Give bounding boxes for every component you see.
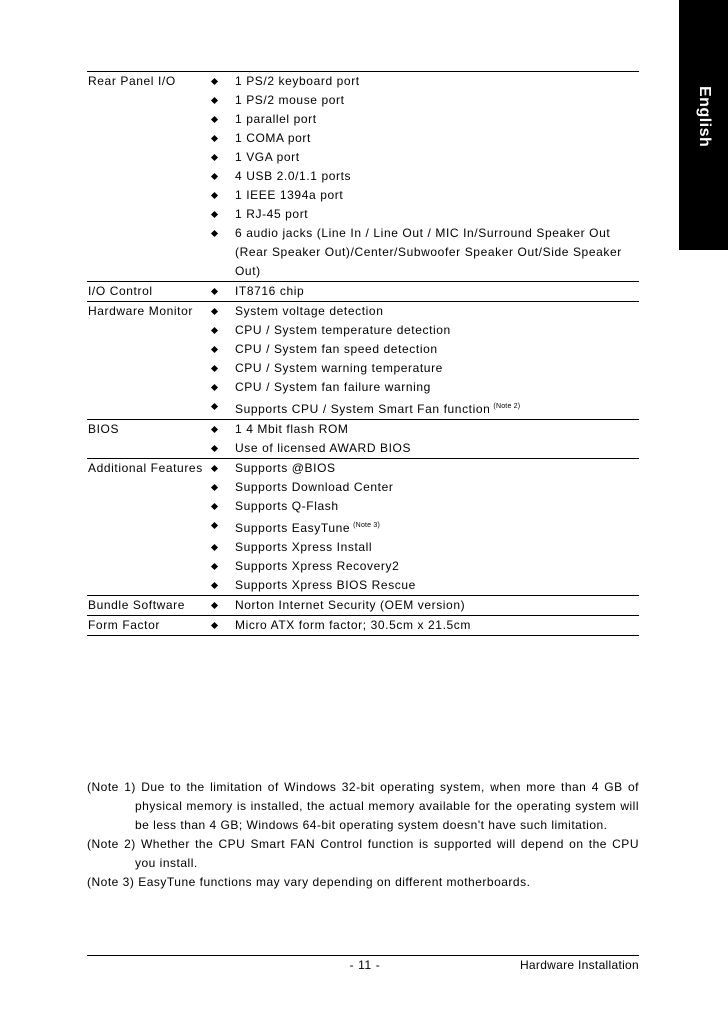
diamond-bullet-icon: [211, 308, 218, 315]
spec-item: [207, 91, 639, 110]
diamond-bullet-icon: [211, 173, 218, 180]
diamond-bullet-icon: [211, 116, 218, 123]
spec-item-text: Norton Internet Security (OEM version): [235, 598, 466, 612]
spec-item-text: CPU / System warning temperature: [235, 361, 443, 375]
spec-row-label: BIOS: [88, 422, 120, 436]
diamond-bullet-icon: [211, 484, 218, 491]
spec-row-label: Form Factor: [88, 618, 160, 632]
diamond-bullet-icon: [211, 97, 218, 104]
diamond-bullet-icon: [211, 465, 218, 472]
spec-item: [207, 378, 639, 397]
spec-item: [207, 439, 639, 458]
spec-item-text: 1 COMA port: [235, 131, 311, 145]
spec-item-text: IT8716 chip: [235, 284, 305, 298]
spec-item-text: CPU / System temperature detection: [235, 323, 451, 337]
diamond-bullet-icon: [211, 154, 218, 161]
spec-item: [207, 616, 639, 635]
diamond-bullet-icon: [211, 327, 218, 334]
diamond-bullet-icon: [211, 544, 218, 551]
spec-item: [207, 516, 639, 538]
spec-item: [207, 576, 639, 595]
diamond-bullet-icon: [211, 365, 218, 372]
spec-item: [207, 148, 639, 167]
spec-row-label: Bundle Software: [88, 598, 186, 612]
spec-item-list: [207, 459, 639, 595]
spec-row: [87, 72, 639, 282]
footnote-text: Due to the limitation of Windows 32-bit operating system, when more than 4 GB of physical memory is installed, the actual memory available for the operating system will be less than 4 GB; Windows 64-bit operating system doesn't have such limitation.: [135, 780, 639, 832]
spec-item-text: Supports Xpress Install: [235, 540, 373, 554]
spec-item: [207, 557, 639, 576]
language-tab-label: English: [696, 86, 713, 148]
spec-item: [207, 186, 639, 205]
spec-row: [87, 282, 639, 302]
diamond-bullet-icon: [211, 230, 218, 237]
spec-item: [207, 359, 639, 378]
footnote: [87, 873, 639, 892]
spec-item-list: [207, 72, 639, 281]
footnotes: [87, 778, 639, 892]
spec-item: [207, 205, 639, 224]
spec-row-label: I/O Control: [88, 284, 153, 298]
spec-item: [207, 321, 639, 340]
footnote: [87, 778, 639, 835]
spec-row: [87, 596, 639, 616]
spec-item-text: 1 4 Mbit flash ROM: [235, 422, 349, 436]
spec-item: [207, 129, 639, 148]
spec-item-text: 4 USB 2.0/1.1 ports: [235, 169, 352, 183]
diamond-bullet-icon: [211, 503, 218, 510]
diamond-bullet-icon: [211, 135, 218, 142]
spec-item-text: Supports @BIOS: [235, 461, 336, 475]
spec-item: [207, 167, 639, 186]
spec-row-label: Additional Features: [88, 461, 203, 475]
spec-item-text: Supports Q-Flash: [235, 499, 339, 513]
diamond-bullet-icon: [211, 602, 218, 609]
spec-item: [207, 596, 639, 615]
spec-row-label: Rear Panel I/O: [88, 74, 176, 88]
spec-item-text: Micro ATX form factor; 30.5cm x 21.5cm: [235, 618, 471, 632]
spec-item-list: [207, 616, 639, 635]
footnote: [87, 835, 639, 873]
spec-item-text: Supports Xpress BIOS Rescue: [235, 578, 416, 592]
spec-item: [207, 224, 630, 281]
spec-item-text: 1 parallel port: [235, 112, 317, 126]
footer-section-title: Hardware Installation: [519, 958, 639, 972]
diamond-bullet-icon: [211, 211, 218, 218]
footnote-number: (Note 2): [87, 837, 136, 851]
diamond-bullet-icon: [211, 426, 218, 433]
spec-row-label: Hardware Monitor: [88, 304, 193, 318]
spec-item-text: 1 PS/2 keyboard port: [235, 74, 360, 88]
footnote-reference: (Note 2): [493, 403, 521, 410]
spec-row: [87, 302, 639, 420]
spec-item: [207, 459, 639, 478]
spec-item-text: 1 IEEE 1394a port: [235, 188, 344, 202]
spec-item-text: Supports Xpress Recovery2: [235, 559, 400, 573]
spec-item: [207, 497, 639, 516]
spec-item-text: System voltage detection: [235, 304, 384, 318]
spec-item: [207, 72, 639, 91]
spec-row: [87, 459, 639, 596]
spec-item-text: Supports EasyTune: [235, 521, 351, 535]
diamond-bullet-icon: [211, 403, 218, 410]
diamond-bullet-icon: [211, 192, 218, 199]
spec-item-text: Supports CPU / System Smart Fan function: [235, 402, 491, 416]
footnote-number: (Note 3): [87, 875, 135, 889]
specification-table: [87, 71, 639, 636]
spec-item-list: [207, 282, 639, 301]
spec-item: [207, 397, 639, 419]
footnote-reference: (Note 3): [353, 522, 381, 529]
spec-row: [87, 616, 639, 636]
diamond-bullet-icon: [211, 445, 218, 452]
spec-item: [207, 110, 639, 129]
diamond-bullet-icon: [211, 563, 218, 570]
spec-item: [207, 478, 639, 497]
diamond-bullet-icon: [211, 78, 218, 85]
spec-item: [207, 282, 639, 301]
diamond-bullet-icon: [211, 622, 218, 629]
spec-item-text: 1 RJ-45 port: [235, 207, 309, 221]
spec-item-list: [207, 420, 639, 458]
spec-item-text: CPU / System fan failure warning: [235, 380, 431, 394]
spec-item-text: CPU / System fan speed detection: [235, 342, 438, 356]
spec-row: [87, 420, 639, 459]
spec-item: [207, 538, 639, 557]
spec-item-text: 6 audio jacks (Line In / Line Out / MIC In/Surround Speaker Out (Rear Speaker Out)/Center/Subwoofer Speaker Out/Side Speaker Out): [235, 226, 622, 278]
diamond-bullet-icon: [211, 288, 218, 295]
spec-item: [207, 420, 639, 439]
footer-divider: [87, 955, 639, 956]
footnote-number: (Note 1): [87, 780, 136, 794]
footnote-text: EasyTune functions may vary depending on different motherboards.: [138, 875, 531, 889]
spec-item-text: 1 VGA port: [235, 150, 300, 164]
diamond-bullet-icon: [211, 522, 218, 529]
spec-item: [207, 340, 639, 359]
page-number: - 11 -: [349, 958, 381, 972]
spec-item-list: [207, 596, 639, 615]
footnote-text: Whether the CPU Smart FAN Control function is supported will depend on the CPU you install.: [135, 837, 639, 870]
spec-item: [207, 302, 639, 321]
spec-item-text: Supports Download Center: [235, 480, 394, 494]
diamond-bullet-icon: [211, 384, 218, 391]
spec-item-text: 1 PS/2 mouse port: [235, 93, 345, 107]
diamond-bullet-icon: [211, 346, 218, 353]
spec-item-list: [207, 302, 639, 419]
diamond-bullet-icon: [211, 582, 218, 589]
spec-item-text: Use of licensed AWARD BIOS: [235, 441, 412, 455]
